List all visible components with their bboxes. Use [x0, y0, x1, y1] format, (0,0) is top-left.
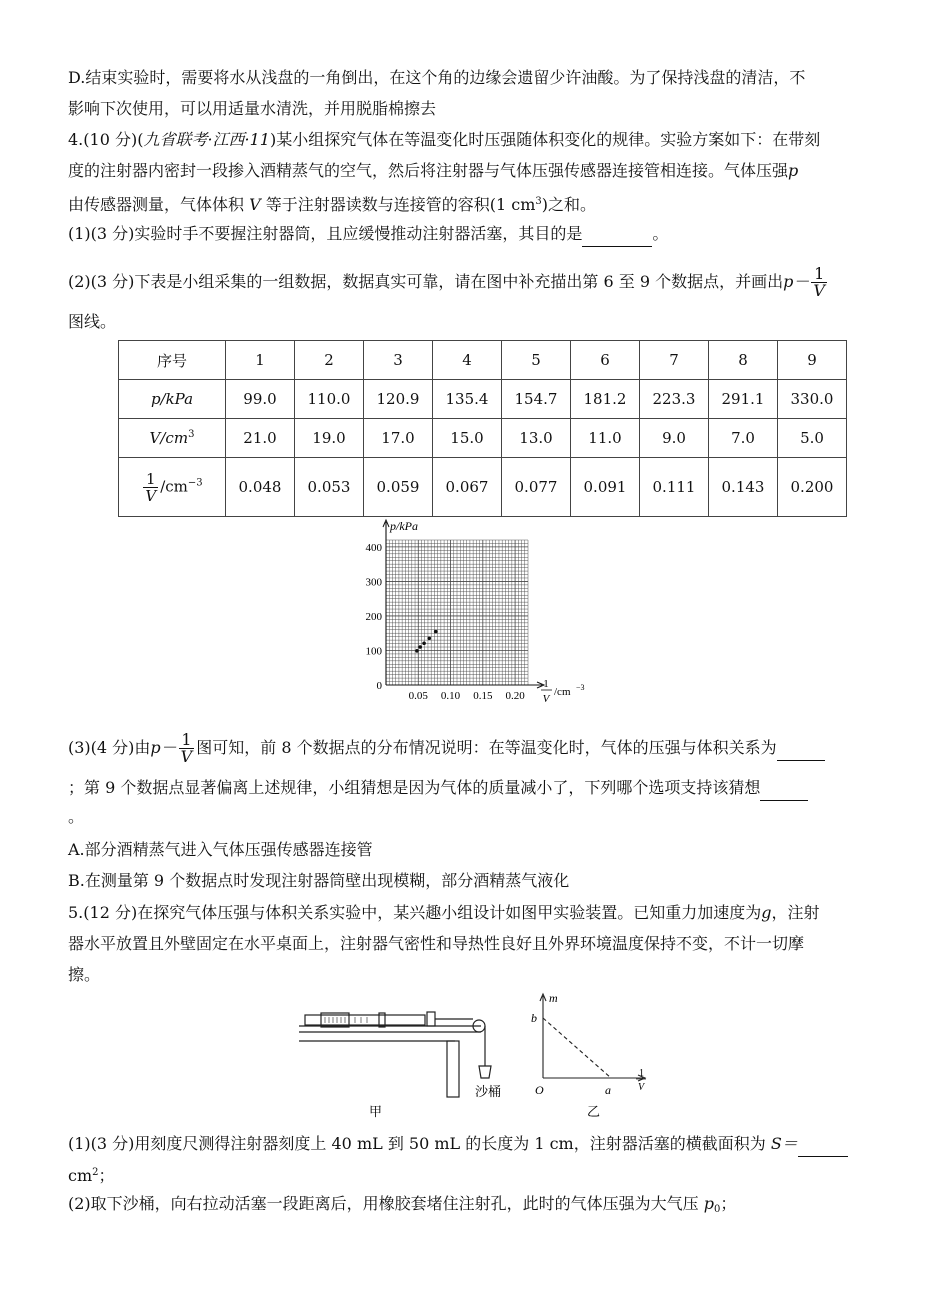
x-tick-label: 0.20 [505, 690, 525, 702]
y-tick-label: 200 [365, 610, 382, 623]
q4-stem-line1: 4.(10 分)(九省联考·江西·11)某小组探究气体在等温变化时压强随体积变化的规律。实验方案如下：在带刻 [68, 130, 821, 149]
row-label-inv-v: $\frac{1}{V}$ $/cm^{-3}$ [119, 458, 226, 517]
pv-chart [350, 518, 600, 704]
m-axis-label: m [549, 991, 558, 1005]
intercept-a: a [605, 1083, 611, 1097]
q5-stem-line1: 5.(12 分)在探究气体压强与体积关系实验中，某兴趣小组设计如图甲实验装置。已知重力加速度为g，注射 [68, 903, 820, 922]
answer-blank[interactable] [760, 776, 808, 801]
chart-grid [386, 540, 528, 685]
row-label-v: $V/cm^3$ [119, 419, 226, 458]
figure-yi-graph [525, 990, 665, 1120]
q3-option-d-line2: 影响下次使用，可以用适量水清洗，并用脱脂棉擦去 [68, 99, 437, 118]
q5-part2: (2)取下沙桶，向右拉动活塞一段距离后，用橡胶套堵住注射孔，此时的气体压强为大气压 $p_0$； [68, 1194, 737, 1215]
q5-part1: (1)(3 分)用刻度尺测得注射器刻度上 40 mL 到 50 mL 的长度为 1 cm，注射器活塞的横截面积为 S＝ [68, 1132, 848, 1157]
fraction-1-over-v: $\frac{1}{V}$ [813, 264, 825, 300]
data-point [415, 649, 419, 653]
table-row: 序号 1 2 3 4 5 6 7 8 9 [119, 341, 847, 380]
q4-part2-line2: 图线。 [68, 312, 117, 331]
y-tick-label: 300 [365, 576, 382, 589]
table-row: $\frac{1}{V}$ $/cm^{-3}$ 0.048 0.053 0.059 0.067 0.077 0.091 0.111 0.143 0.200 [119, 458, 847, 517]
q4-part3: (3)(4 分)由p－ $\frac{1}{V}$ 图可知，前 8 个数据点的分布情况说明：在等温变化时，气体的压强与体积关系为 [68, 732, 825, 765]
y-tick-label: 0 [376, 680, 382, 692]
figure-jia-apparatus [295, 1000, 505, 1120]
data-table [118, 340, 847, 517]
y-tick-label: 100 [365, 645, 382, 658]
axis-frac-num: 1 [639, 1068, 644, 1079]
svg-text:/cm: /cm [554, 686, 571, 698]
x-tick-label: 0.15 [473, 690, 493, 702]
q4-stem-line2: 度的注射器内密封一段掺入酒精蒸气的空气，然后将注射器与气体压强传感器连接管相连接。气体压强p [68, 161, 799, 180]
answer-blank[interactable] [582, 222, 652, 247]
svg-text:1: 1 [543, 678, 549, 690]
data-point [418, 645, 422, 649]
y-axis-label: p/kPa [390, 519, 418, 533]
x-axis-label [541, 678, 585, 704]
q3-option-d-line1: D.结束实验时，需要将水从浅盘的一角倒出，在这个角的边缘会遗留少许油酸。为了保持浅盘的清洁，不 [68, 68, 806, 87]
q4-part3-line3: 。 [68, 807, 85, 826]
row-label-p: p/kPa [119, 380, 226, 419]
row-label-index: 序号 [119, 341, 226, 380]
svg-text:V: V [542, 693, 550, 704]
data-point [427, 636, 431, 640]
q5-stem-line3: 擦。 [68, 965, 101, 984]
q5-stem-line2: 器水平放置且外壁固定在水平桌面上，注射器气密性和导热性良好且外界环境温度保持不变，不计一切摩 [68, 934, 805, 953]
figure-yi-label: 乙 [587, 1104, 601, 1119]
svg-text:−3: −3 [576, 683, 585, 692]
q4-part1: (1)(3 分)实验时手不要握注射器筒，且应缓慢推动注射器活塞，其目的是 。 [68, 222, 668, 247]
q4-part3-line2: ；第 9 个数据点显著偏离上述规律，小组猜想是因为气体的质量减小了，下列哪个选项支持该猜想 [68, 776, 808, 801]
answer-blank[interactable] [798, 1132, 848, 1157]
table-row: $V/cm^3$ 21.0 19.0 17.0 15.0 13.0 11.0 9.0 7.0 5.0 [119, 419, 847, 458]
figure-jia-label: 甲 [369, 1104, 383, 1119]
y-tick-label: 400 [365, 541, 382, 554]
answer-blank[interactable] [777, 736, 825, 761]
origin-o: O [535, 1083, 544, 1097]
q4-option-b: B.在测量第 9 个数据点时发现注射器筒壁出现模糊，部分酒精蒸气液化 [68, 871, 570, 890]
axis-frac-den: V [638, 1082, 645, 1093]
q4-part2: (2)(3 分)下表是小组采集的一组数据，数据真实可靠，请在图中补充描出第 6 至 9 个数据点，并画出p－ $\frac{1}{V}$ [68, 264, 825, 300]
x-tick-label: 0.05 [408, 690, 428, 702]
x-tick-label: 0.10 [440, 690, 461, 702]
bucket-label: 沙桶 [475, 1084, 502, 1099]
data-point [434, 630, 438, 634]
q5-part1-line2: $cm^2$； [68, 1166, 115, 1185]
q4-option-a: A.部分酒精蒸气进入气体压强传感器连接管 [68, 840, 373, 859]
data-point [422, 641, 426, 645]
q4-stem-line3: 由传感器测量，气体体积 V 等于注射器读数与连接管的容积(1 $cm^3$)之和。 [68, 195, 597, 214]
q4-source: 九省联考·江西·11 [143, 130, 270, 149]
table-row: p/kPa 99.0 110.0 120.9 135.4 154.7 181.2 223.3 291.1 330.0 [119, 380, 847, 419]
intercept-b: b [531, 1011, 537, 1025]
